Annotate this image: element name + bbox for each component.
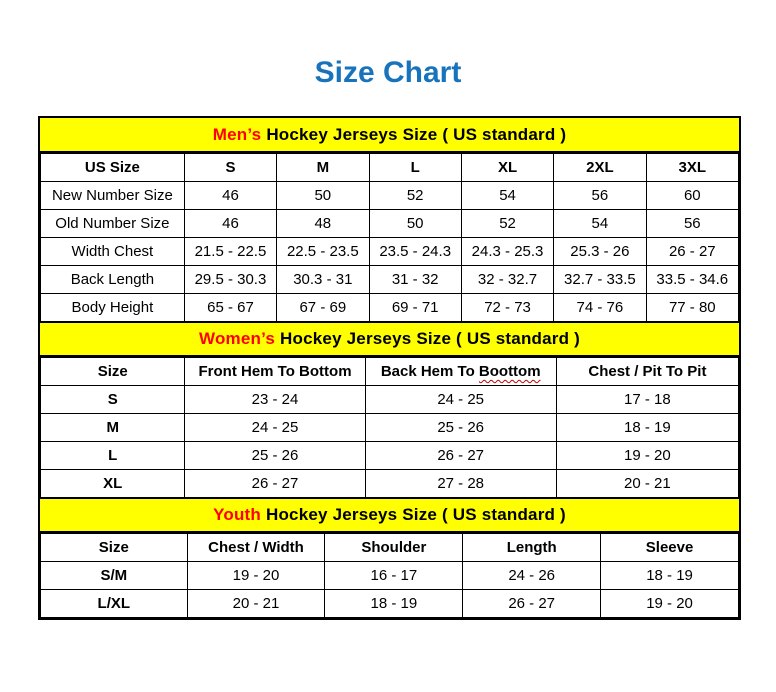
table-cell: 27 - 28 [365,470,556,498]
header-row [41,534,739,562]
row-label: Back Length [41,266,185,294]
table-cell: 17 - 18 [556,386,738,414]
table-cell: 54 [461,182,553,210]
table-cell: 30.3 - 31 [277,266,369,294]
table-cell: 18 - 19 [556,414,738,442]
table-cell: 31 - 32 [369,266,461,294]
column-header: M [277,154,369,182]
table-cell: 26 - 27 [185,470,365,498]
header-row [41,358,739,386]
table-cell: 67 - 69 [277,294,369,322]
table-cell: 23 - 24 [185,386,365,414]
section-title-mens [40,118,739,153]
column-header: Size [41,358,185,386]
table-cell: 46 [184,182,276,210]
row-label: M [41,414,185,442]
table-cell: 52 [369,182,461,210]
section-title-text: Hockey Jerseys Size ( US standard ) [265,505,566,524]
table-cell: 23.5 - 24.3 [369,238,461,266]
table-womens [40,357,739,498]
table-cell: 52 [461,210,553,238]
table-cell: 19 - 20 [187,562,325,590]
table-cell: 46 [184,210,276,238]
table-cell: 25 - 26 [185,442,365,470]
section-mens [40,118,739,322]
table-cell: 26 - 27 [365,442,556,470]
row-label: Old Number Size [41,210,185,238]
column-header: 3XL [646,154,738,182]
row-label: Width Chest [41,238,185,266]
table-row [41,470,739,498]
row-label: New Number Size [41,182,185,210]
table-row [41,442,739,470]
table-cell: 56 [646,210,738,238]
table-cell: 24 - 26 [463,562,601,590]
column-header: Sleeve [601,534,739,562]
table-cell: 50 [369,210,461,238]
table-row [41,266,739,294]
column-header: Size [41,534,188,562]
row-label: L [41,442,185,470]
column-header: Chest / Width [187,534,325,562]
table-row [41,182,739,210]
table-cell: 65 - 67 [184,294,276,322]
table-cell: 72 - 73 [461,294,553,322]
row-label: S [41,386,185,414]
table-row [41,294,739,322]
misspelled-word: Boottom [478,363,541,380]
header-row [41,154,739,182]
table-cell: 19 - 20 [556,442,738,470]
table-cell: 25 - 26 [365,414,556,442]
table-row [41,590,739,618]
table-cell: 18 - 19 [325,590,463,618]
table-cell: 50 [277,182,369,210]
table-cell: 24 - 25 [185,414,365,442]
table-cell: 20 - 21 [556,470,738,498]
table-cell: 56 [554,182,646,210]
table-cell: 48 [277,210,369,238]
table-row [41,414,739,442]
column-header-text: Back Hem To [380,363,479,380]
table-cell: 24 - 25 [365,386,556,414]
section-title-womens [40,322,739,357]
table-cell: 20 - 21 [187,590,325,618]
column-header: Shoulder [325,534,463,562]
row-label: L/XL [41,590,188,618]
column-header: 2XL [554,154,646,182]
column-header: US Size [41,154,185,182]
section-title-highlight: Men’s [212,124,262,144]
table-cell: 26 - 27 [463,590,601,618]
column-header: XL [461,154,553,182]
section-title-text: Hockey Jerseys Size ( US standard ) [266,124,567,144]
row-label: Body Height [41,294,185,322]
table-row [41,386,739,414]
column-header: Length [463,534,601,562]
section-title-youth [40,498,739,533]
table-mens [40,153,739,322]
table-cell: 22.5 - 23.5 [277,238,369,266]
table-cell: 25.3 - 26 [554,238,646,266]
column-header: S [184,154,276,182]
page-title: Size Chart [314,56,462,89]
table-cell: 24.3 - 25.3 [461,238,553,266]
size-chart-tables [38,116,741,620]
section-womens [40,322,739,498]
table-cell: 54 [554,210,646,238]
table-cell: 33.5 - 34.6 [646,266,738,294]
section-youth [40,498,739,618]
section-title-highlight: Women’s [199,329,276,348]
table-row [41,562,739,590]
table-cell: 60 [646,182,738,210]
table-cell: 26 - 27 [646,238,738,266]
table-cell: 69 - 71 [369,294,461,322]
table-cell: 21.5 - 22.5 [184,238,276,266]
column-header: Chest / Pit To Pit [556,358,738,386]
table-cell: 32.7 - 33.5 [554,266,646,294]
table-cell: 74 - 76 [554,294,646,322]
table-row [41,210,739,238]
table-cell: 18 - 19 [601,562,739,590]
column-header: L [369,154,461,182]
row-label: XL [41,470,185,498]
table-cell: 19 - 20 [601,590,739,618]
table-cell: 29.5 - 30.3 [184,266,276,294]
column-header [365,358,556,386]
column-header: Front Hem To Bottom [185,358,365,386]
section-title-text: Hockey Jerseys Size ( US standard ) [280,329,580,348]
row-label: S/M [41,562,188,590]
table-cell: 16 - 17 [325,562,463,590]
table-cell: 77 - 80 [646,294,738,322]
table-cell: 32 - 32.7 [461,266,553,294]
table-youth [40,533,739,618]
section-title-highlight: Youth [213,505,261,524]
table-row [41,238,739,266]
